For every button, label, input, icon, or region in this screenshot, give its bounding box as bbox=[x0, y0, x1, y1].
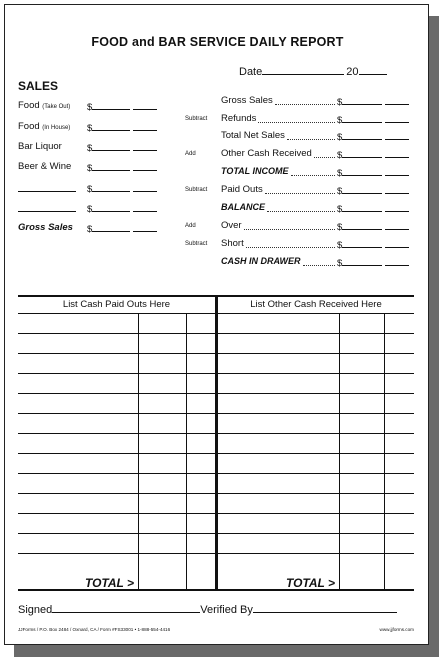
dollars-blank[interactable] bbox=[342, 220, 382, 230]
dot-leader bbox=[303, 265, 335, 266]
cents-blank[interactable] bbox=[133, 121, 157, 131]
table-row-line bbox=[18, 533, 414, 534]
summary-row-label: Refunds bbox=[221, 113, 257, 124]
year-blank[interactable] bbox=[359, 65, 387, 75]
table-row-line bbox=[18, 433, 414, 434]
dot-leader bbox=[275, 104, 335, 105]
summary-amount-field[interactable] bbox=[337, 238, 409, 251]
sales-row-label: Food bbox=[18, 100, 40, 111]
dollars-blank[interactable] bbox=[342, 184, 382, 194]
summary-row-label: Gross Sales bbox=[221, 95, 273, 106]
summary-amount-field[interactable] bbox=[337, 113, 409, 126]
currency-sign: $ bbox=[337, 115, 343, 126]
currency-sign: $ bbox=[87, 143, 93, 154]
currency-sign: $ bbox=[337, 132, 343, 143]
dollars-blank[interactable] bbox=[92, 222, 130, 232]
table-row-line bbox=[18, 373, 414, 374]
summary-side-note: Add bbox=[185, 151, 196, 157]
right-col-line-1 bbox=[339, 313, 340, 589]
summary-row-label: CASH IN DRAWER bbox=[221, 256, 301, 266]
currency-sign: $ bbox=[87, 123, 93, 134]
cents-blank[interactable] bbox=[385, 148, 409, 158]
summary-row-label: Other Cash Received bbox=[221, 148, 312, 159]
currency-sign: $ bbox=[87, 204, 93, 215]
table-row-line bbox=[18, 333, 414, 334]
sales-row bbox=[18, 100, 70, 111]
sales-row bbox=[18, 121, 70, 132]
table-row-line bbox=[18, 453, 414, 454]
dollars-blank[interactable] bbox=[92, 161, 130, 171]
summary-side-note: Add bbox=[185, 223, 196, 229]
summary-amount-field[interactable] bbox=[337, 166, 409, 179]
imprint-left: JJForms / P.O. Box 2484 / Oxnard, CA / Form #FS33001 • 1-888-554-4416 bbox=[18, 627, 171, 632]
summary-row-label: Paid Outs bbox=[221, 184, 263, 195]
table-row-line bbox=[18, 513, 414, 514]
verified-blank[interactable] bbox=[253, 603, 397, 613]
imprint-right: www.jjforms.com bbox=[379, 627, 414, 632]
form-title: FOOD and BAR SERVICE DAILY REPORT bbox=[91, 35, 344, 49]
dollars-blank[interactable] bbox=[342, 148, 382, 158]
summary-amount-field[interactable] bbox=[337, 256, 409, 269]
currency-sign: $ bbox=[337, 168, 343, 179]
date-field[interactable] bbox=[239, 65, 387, 78]
summary-side-note: Subtract bbox=[185, 241, 208, 247]
cents-blank[interactable] bbox=[133, 161, 157, 171]
signed-field[interactable] bbox=[18, 603, 397, 616]
summary-amount-field[interactable] bbox=[337, 148, 409, 161]
sales-amount-field[interactable] bbox=[87, 182, 157, 195]
dot-leader bbox=[267, 211, 335, 212]
other-cash-total-label: TOTAL > bbox=[285, 576, 335, 590]
dollars-blank[interactable] bbox=[92, 141, 130, 151]
sales-row-label: Food bbox=[18, 121, 40, 132]
right-col-line-2 bbox=[384, 313, 385, 589]
dot-leader bbox=[265, 193, 335, 194]
report-form bbox=[4, 4, 429, 645]
dollars-blank[interactable] bbox=[342, 130, 382, 140]
summary-row-label: Over bbox=[221, 220, 242, 231]
dollars-blank[interactable] bbox=[342, 166, 382, 176]
center-divider bbox=[215, 297, 218, 589]
cents-blank[interactable] bbox=[385, 113, 409, 123]
date-label: Date bbox=[239, 66, 263, 78]
table-row-line bbox=[18, 493, 414, 494]
summary-amount-field[interactable] bbox=[337, 130, 409, 143]
cents-blank[interactable] bbox=[133, 141, 157, 151]
date-blank[interactable] bbox=[262, 65, 344, 75]
currency-sign: $ bbox=[337, 258, 343, 269]
cents-blank[interactable] bbox=[385, 238, 409, 248]
currency-sign: $ bbox=[337, 97, 343, 108]
currency-sign: $ bbox=[87, 102, 93, 113]
sales-amount-field[interactable] bbox=[87, 121, 157, 134]
sales-amount-field[interactable] bbox=[87, 222, 157, 235]
left-col-line-2 bbox=[186, 313, 187, 589]
summary-amount-field[interactable] bbox=[337, 220, 409, 233]
table-row-line bbox=[18, 353, 414, 354]
currency-sign: $ bbox=[337, 240, 343, 251]
dollars-blank[interactable] bbox=[342, 256, 382, 266]
dot-leader bbox=[258, 122, 335, 123]
cents-blank[interactable] bbox=[385, 220, 409, 230]
sales-row bbox=[18, 202, 76, 215]
cents-blank[interactable] bbox=[133, 182, 157, 192]
dollars-blank[interactable] bbox=[342, 202, 382, 212]
summary-row-label: Short bbox=[221, 238, 244, 249]
summary-row-label: Total Net Sales bbox=[221, 130, 285, 141]
cents-blank[interactable] bbox=[385, 166, 409, 176]
summary-side-note: Subtract bbox=[185, 187, 208, 193]
sales-label-blank[interactable] bbox=[18, 182, 76, 192]
currency-sign: $ bbox=[337, 150, 343, 161]
sales-heading: SALES bbox=[18, 79, 59, 93]
cents-blank[interactable] bbox=[385, 130, 409, 140]
summary-row-label: TOTAL INCOME bbox=[221, 166, 289, 176]
cents-blank[interactable] bbox=[385, 256, 409, 266]
dot-leader bbox=[246, 247, 335, 248]
sales-row-label: Beer & Wine bbox=[18, 161, 72, 172]
summary-row-label: BALANCE bbox=[221, 202, 265, 212]
cents-blank[interactable] bbox=[133, 202, 157, 212]
currency-sign: $ bbox=[87, 224, 93, 235]
verified-label: Verified By bbox=[200, 604, 253, 616]
currency-sign: $ bbox=[337, 186, 343, 197]
dot-leader bbox=[314, 157, 335, 158]
dollars-blank[interactable] bbox=[342, 95, 382, 105]
year-prefix: 20 bbox=[346, 66, 359, 78]
currency-sign: $ bbox=[87, 184, 93, 195]
dollars-blank[interactable] bbox=[92, 100, 130, 110]
sales-row-sublabel: (Take Out) bbox=[42, 104, 71, 110]
summary-amount-field[interactable] bbox=[337, 95, 409, 108]
cents-blank[interactable] bbox=[133, 100, 157, 110]
dot-leader bbox=[287, 139, 335, 140]
signed-label: Signed bbox=[18, 604, 53, 616]
summary-side-note: Subtract bbox=[185, 116, 208, 122]
sales-label-blank[interactable] bbox=[18, 202, 76, 212]
sales-amount-field[interactable] bbox=[87, 202, 157, 215]
sales-row bbox=[18, 161, 71, 172]
left-col-line-1 bbox=[138, 313, 139, 589]
sales-row-label: Gross Sales bbox=[18, 222, 73, 233]
summary-amount-field[interactable] bbox=[337, 202, 409, 215]
sales-row bbox=[18, 222, 73, 233]
currency-sign: $ bbox=[337, 204, 343, 215]
table-row-line bbox=[18, 413, 414, 414]
sales-amount-field[interactable] bbox=[87, 141, 157, 154]
dollars-blank[interactable] bbox=[342, 238, 382, 248]
sales-row bbox=[18, 141, 62, 152]
table-row-line bbox=[18, 393, 414, 394]
paid-outs-total-label: TOTAL > bbox=[84, 576, 134, 590]
dollars-blank[interactable] bbox=[92, 182, 130, 192]
cents-blank[interactable] bbox=[133, 222, 157, 232]
sales-amount-field[interactable] bbox=[87, 100, 157, 113]
paid-outs-header: List Cash Paid Outs Here bbox=[62, 299, 171, 310]
cents-blank[interactable] bbox=[385, 184, 409, 194]
sales-amount-field[interactable] bbox=[87, 161, 157, 174]
dot-leader bbox=[291, 175, 336, 176]
currency-sign: $ bbox=[87, 163, 93, 174]
summary-amount-field[interactable] bbox=[337, 184, 409, 197]
dollars-blank[interactable] bbox=[92, 202, 130, 212]
cash-tables bbox=[18, 295, 414, 591]
dollars-blank[interactable] bbox=[342, 113, 382, 123]
sales-row-label: Bar Liquor bbox=[18, 141, 62, 152]
sales-row bbox=[18, 182, 76, 195]
table-row-line bbox=[18, 553, 414, 554]
signed-blank[interactable] bbox=[52, 603, 200, 613]
other-cash-header: List Other Cash Received Here bbox=[250, 299, 382, 310]
currency-sign: $ bbox=[337, 222, 343, 233]
sales-row-sublabel: (In House) bbox=[42, 125, 71, 131]
cents-blank[interactable] bbox=[385, 202, 409, 212]
cents-blank[interactable] bbox=[385, 95, 409, 105]
dot-leader bbox=[244, 229, 335, 230]
dollars-blank[interactable] bbox=[92, 121, 130, 131]
table-row-line bbox=[18, 473, 414, 474]
